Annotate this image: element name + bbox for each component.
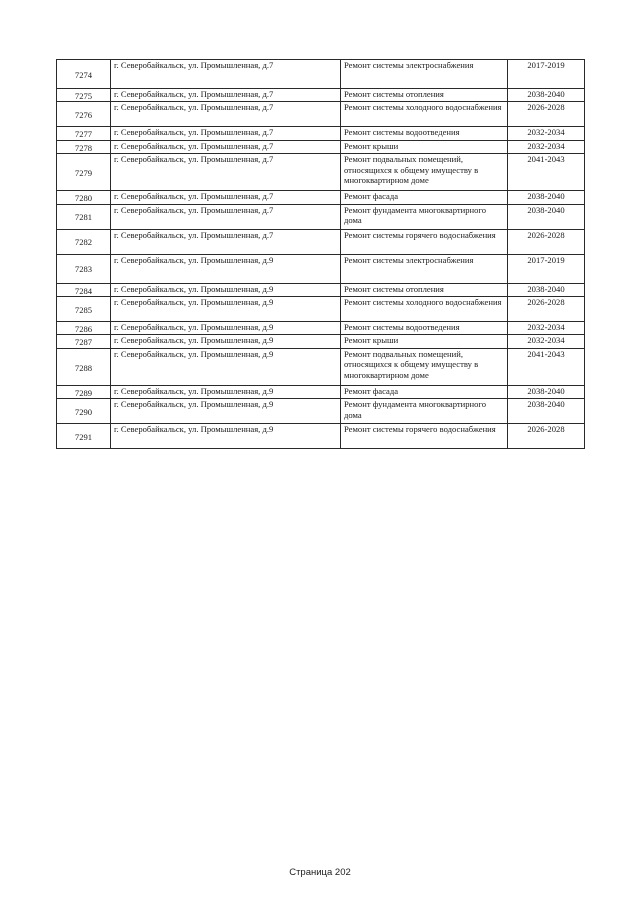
table-row [57, 60, 585, 89]
table-row [57, 348, 585, 385]
address-cell: г. Северобайкальск, ул. Промышленная, д.7 [111, 60, 341, 89]
period-cell: 2026-2028 [508, 297, 585, 322]
address-cell: г. Северобайкальск, ул. Промышленная, д.9 [111, 322, 341, 335]
table-body [57, 60, 585, 449]
address-cell: г. Северобайкальск, ул. Промышленная, д.9 [111, 424, 341, 449]
work-type-cell: Ремонт системы электроснабжения [341, 254, 508, 283]
address-cell: г. Северобайкальск, ул. Промышленная, д.9 [111, 348, 341, 385]
period-cell: 2017-2019 [508, 60, 585, 89]
work-type-cell: Ремонт подвальных помещений, относящихся к общему имуществу в многоквартирном доме [341, 154, 508, 191]
address-cell: г. Северобайкальск, ул. Промышленная, д.7 [111, 127, 341, 140]
row-number-cell: 7290 [57, 399, 111, 424]
row-number-cell: 7289 [57, 385, 111, 398]
table-row [57, 102, 585, 127]
address-cell: г. Северобайкальск, ул. Промышленная, д.9 [111, 254, 341, 283]
period-cell: 2038-2040 [508, 385, 585, 398]
row-number-cell: 7276 [57, 102, 111, 127]
work-type-cell: Ремонт системы холодного водоснабжения [341, 297, 508, 322]
period-cell: 2038-2040 [508, 89, 585, 102]
table-row [57, 204, 585, 229]
work-type-cell: Ремонт крыши [341, 335, 508, 348]
table-row [57, 154, 585, 191]
period-cell: 2032-2034 [508, 127, 585, 140]
table-row [57, 399, 585, 424]
row-number-cell: 7285 [57, 297, 111, 322]
row-number-cell: 7281 [57, 204, 111, 229]
period-cell: 2041-2043 [508, 348, 585, 385]
work-type-cell: Ремонт системы холодного водоснабжения [341, 102, 508, 127]
table-row [57, 229, 585, 254]
work-type-cell: Ремонт фасада [341, 191, 508, 204]
row-number-cell: 7287 [57, 335, 111, 348]
table-row [57, 191, 585, 204]
work-type-cell: Ремонт подвальных помещений, относящихся к общему имуществу в многоквартирном доме [341, 348, 508, 385]
period-cell: 2038-2040 [508, 283, 585, 296]
row-number-cell: 7280 [57, 191, 111, 204]
row-number-cell: 7278 [57, 140, 111, 153]
table-row [57, 424, 585, 449]
row-number-cell: 7291 [57, 424, 111, 449]
period-cell: 2026-2028 [508, 102, 585, 127]
work-type-cell: Ремонт системы водоотведения [341, 322, 508, 335]
work-type-cell: Ремонт системы электроснабжения [341, 60, 508, 89]
work-type-cell: Ремонт фасада [341, 385, 508, 398]
row-number-cell: 7288 [57, 348, 111, 385]
address-cell: г. Северобайкальск, ул. Промышленная, д.9 [111, 283, 341, 296]
row-number-cell: 7283 [57, 254, 111, 283]
table-row [57, 283, 585, 296]
row-number-cell: 7274 [57, 60, 111, 89]
table-row [57, 297, 585, 322]
work-type-cell: Ремонт системы горячего водоснабжения [341, 424, 508, 449]
page-number: Страница 202 [289, 867, 351, 878]
period-cell: 2038-2040 [508, 204, 585, 229]
table-row [57, 322, 585, 335]
address-cell: г. Северобайкальск, ул. Промышленная, д.7 [111, 154, 341, 191]
repair-schedule-table [56, 59, 585, 449]
work-type-cell: Ремонт фундамента многоквартирного дома [341, 204, 508, 229]
work-type-cell: Ремонт системы отопления [341, 89, 508, 102]
period-cell: 2026-2028 [508, 424, 585, 449]
period-cell: 2032-2034 [508, 322, 585, 335]
period-cell: 2038-2040 [508, 191, 585, 204]
address-cell: г. Северобайкальск, ул. Промышленная, д.7 [111, 102, 341, 127]
table-row [57, 254, 585, 283]
table-row [57, 140, 585, 153]
table-row [57, 335, 585, 348]
table-row [57, 127, 585, 140]
work-type-cell: Ремонт системы горячего водоснабжения [341, 229, 508, 254]
table-row [57, 89, 585, 102]
work-type-cell: Ремонт крыши [341, 140, 508, 153]
row-number-cell: 7275 [57, 89, 111, 102]
row-number-cell: 7286 [57, 322, 111, 335]
period-cell: 2026-2028 [508, 229, 585, 254]
period-cell: 2032-2034 [508, 140, 585, 153]
address-cell: г. Северобайкальск, ул. Промышленная, д.7 [111, 89, 341, 102]
work-type-cell: Ремонт системы водоотведения [341, 127, 508, 140]
address-cell: г. Северобайкальск, ул. Промышленная, д.9 [111, 335, 341, 348]
work-type-cell: Ремонт системы отопления [341, 283, 508, 296]
row-number-cell: 7282 [57, 229, 111, 254]
row-number-cell: 7284 [57, 283, 111, 296]
work-type-cell: Ремонт фундамента многоквартирного дома [341, 399, 508, 424]
address-cell: г. Северобайкальск, ул. Промышленная, д.9 [111, 385, 341, 398]
row-number-cell: 7277 [57, 127, 111, 140]
address-cell: г. Северобайкальск, ул. Промышленная, д.9 [111, 399, 341, 424]
address-cell: г. Северобайкальск, ул. Промышленная, д.7 [111, 204, 341, 229]
period-cell: 2038-2040 [508, 399, 585, 424]
period-cell: 2017-2019 [508, 254, 585, 283]
period-cell: 2032-2034 [508, 335, 585, 348]
period-cell: 2041-2043 [508, 154, 585, 191]
address-cell: г. Северобайкальск, ул. Промышленная, д.7 [111, 229, 341, 254]
table-row [57, 385, 585, 398]
row-number-cell: 7279 [57, 154, 111, 191]
address-cell: г. Северобайкальск, ул. Промышленная, д.7 [111, 191, 341, 204]
address-cell: г. Северобайкальск, ул. Промышленная, д.7 [111, 140, 341, 153]
address-cell: г. Северобайкальск, ул. Промышленная, д.9 [111, 297, 341, 322]
